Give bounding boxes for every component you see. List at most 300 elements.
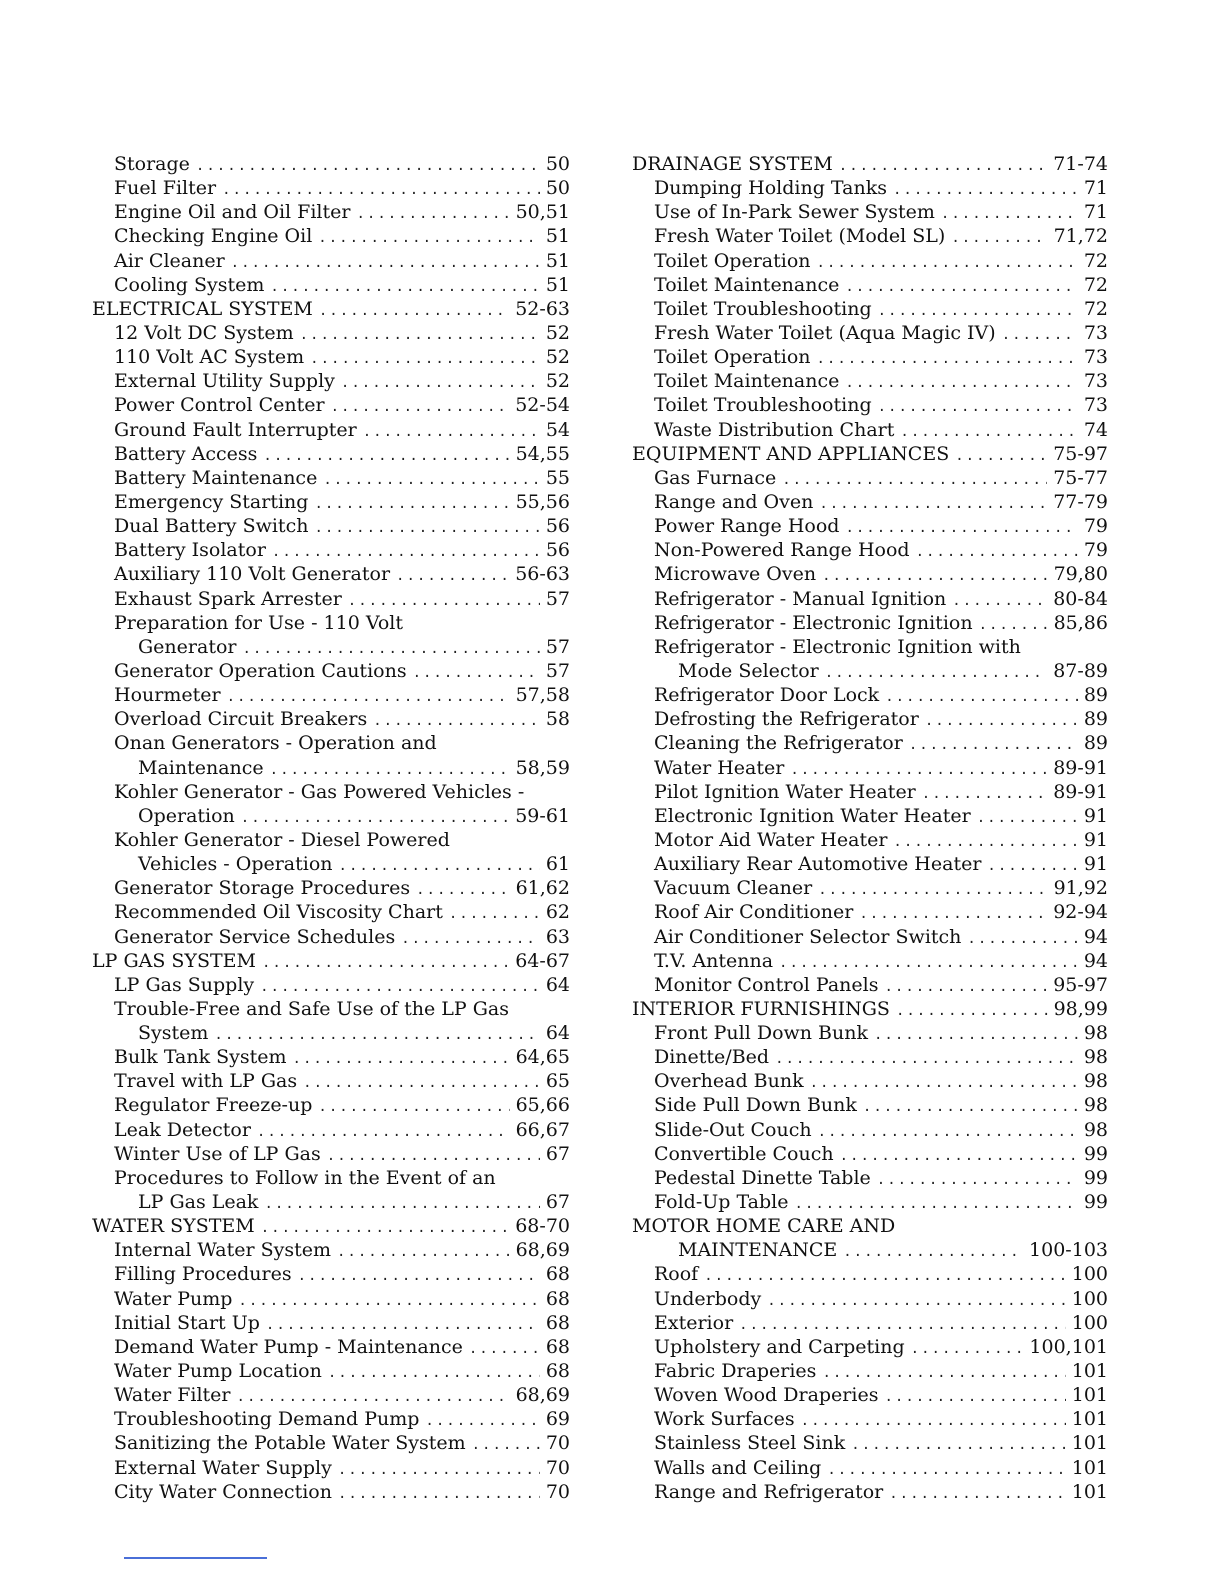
dot-leader <box>263 444 509 468</box>
toc-entry-page: 89-91 <box>1053 756 1108 779</box>
toc-entry-title: Engine Oil and Oil Filter <box>114 201 351 224</box>
toc-entry <box>632 1311 1108 1335</box>
toc-entry <box>632 635 1108 659</box>
toc-entry-page: 55,56 <box>515 490 570 513</box>
dot-leader <box>262 951 509 975</box>
toc-entry-page: 95-97 <box>1053 973 1108 996</box>
toc-entry-title: WATER SYSTEM <box>92 1215 255 1238</box>
dot-leader <box>896 999 1048 1023</box>
toc-entry-page: 56 <box>545 515 570 538</box>
toc-entry-page: 68 <box>545 1360 570 1383</box>
dot-leader <box>238 1289 539 1313</box>
toc-entry-page: 98 <box>1083 1046 1108 1069</box>
dot-leader <box>878 299 1078 323</box>
toc-entry-page: 101 <box>1071 1480 1108 1503</box>
dot-leader <box>260 975 540 999</box>
toc-entry <box>92 1021 570 1045</box>
dot-leader <box>472 1433 540 1457</box>
toc-entry-page: 71-74 <box>1053 153 1108 175</box>
toc-entry-page: 51 <box>545 273 570 296</box>
toc-entry-page: 68 <box>545 1263 570 1286</box>
toc-entry <box>632 659 1108 683</box>
dot-leader <box>348 589 540 613</box>
toc-entry-page: 64-67 <box>515 949 570 972</box>
dot-leader <box>955 444 1047 468</box>
toc-entry-page: 100-103 <box>1029 1239 1108 1262</box>
dot-leader <box>779 951 1078 975</box>
toc-entry-title: Exhaust Spark Arrester <box>114 587 342 610</box>
toc-entry-page: 94 <box>1083 925 1108 948</box>
toc-entry <box>92 659 570 683</box>
toc-section-heading <box>92 297 570 321</box>
dot-leader <box>401 927 540 951</box>
toc-entry-title: Air Cleaner <box>114 249 225 272</box>
toc-entry <box>92 1238 570 1262</box>
toc-entry <box>632 1407 1108 1431</box>
toc-entry-page: 101 <box>1071 1408 1108 1431</box>
toc-entry-title: LP GAS SYSTEM <box>92 949 256 972</box>
toc-entry-page: 52-54 <box>515 394 570 417</box>
toc-entry-title: Walls and Ceiling <box>654 1456 822 1479</box>
toc-left-column <box>92 152 570 1504</box>
toc-entry <box>92 176 570 200</box>
toc-section-heading <box>92 949 570 973</box>
toc-entry-title: Fresh Water Toilet (Model SL) <box>654 225 946 248</box>
toc-entry <box>632 1142 1108 1166</box>
toc-entry <box>632 1118 1108 1142</box>
toc-entry-page: 75-77 <box>1053 466 1108 489</box>
dot-leader <box>237 1385 510 1409</box>
toc-entry-title: Cooling System <box>114 273 265 296</box>
toc-entry <box>632 297 1108 321</box>
toc-entry-page: 68 <box>545 1335 570 1358</box>
toc-entry-title: Generator Operation Cautions <box>114 659 407 682</box>
toc-entry <box>92 514 570 538</box>
toc-entry <box>632 1456 1108 1480</box>
dot-leader <box>987 854 1077 878</box>
toc-entry <box>632 1287 1108 1311</box>
toc-entry-title: Internal Water System <box>114 1239 331 1262</box>
toc-entry-title: Operation <box>138 804 235 827</box>
toc-entry-page: 51 <box>545 249 570 272</box>
toc-entry <box>92 200 570 224</box>
toc-entry <box>632 780 1108 804</box>
toc-entry-title: Water Pump <box>114 1287 233 1310</box>
toc-entry <box>92 852 570 876</box>
toc-entry-title: Slide-Out Couch <box>654 1118 812 1141</box>
toc-entry-title: Motor Aid Water Heater <box>654 828 888 851</box>
dot-leader <box>822 564 1048 588</box>
toc-entry-title: Underbody <box>654 1287 762 1310</box>
toc-entry <box>632 731 1108 755</box>
toc-entry-title: Range and Oven <box>654 490 814 513</box>
dot-leader <box>839 154 1047 178</box>
toc-entry <box>92 611 570 635</box>
toc-entry-page: 69 <box>545 1408 570 1431</box>
toc-entry-title: 12 Volt DC System <box>114 321 294 344</box>
toc-entry-page: 89 <box>1083 708 1108 731</box>
toc-section-heading <box>92 1214 570 1238</box>
toc-entry-page: 101 <box>1071 1384 1108 1407</box>
toc-entry-page: 91 <box>1083 804 1108 827</box>
toc-entry <box>632 683 1108 707</box>
dot-leader <box>859 902 1047 926</box>
toc-entry-title: Dual Battery Switch <box>114 515 309 538</box>
toc-entry-title: Dumping Holding Tanks <box>654 177 887 200</box>
toc-entry-title: Refrigerator - Manual Ignition <box>654 587 947 610</box>
toc-entry-title: Toilet Operation <box>654 249 811 272</box>
toc-entry-title: Toilet Troubleshooting <box>654 394 872 417</box>
toc-entry <box>92 1383 570 1407</box>
toc-entry-page: 87-89 <box>1053 659 1108 682</box>
dot-leader <box>231 251 540 275</box>
toc-entry-page: 85,86 <box>1053 611 1108 634</box>
toc-entry-page: 61,62 <box>515 877 570 900</box>
toc-entry-title: Kohler Generator - Gas Powered Vehicles - <box>114 780 525 803</box>
dot-leader <box>363 420 540 444</box>
toc-entry-page: 65 <box>545 1070 570 1093</box>
toc-entry-page: 52 <box>545 370 570 393</box>
dot-leader <box>952 589 1047 613</box>
toc-entry-page: 50,51 <box>515 201 570 224</box>
dot-leader <box>270 758 510 782</box>
toc-entry-page: 50 <box>545 153 570 175</box>
toc-entry-title: Power Control Center <box>114 394 325 417</box>
toc-entry <box>92 756 570 780</box>
toc-entry <box>92 876 570 900</box>
toc-entry-page: 68 <box>545 1287 570 1310</box>
toc-entry-title: Auxiliary Rear Automotive Heater <box>654 853 982 876</box>
toc-entry <box>92 587 570 611</box>
toc-entry-title: Overhead Bunk <box>654 1070 804 1093</box>
toc-entry-title: Non-Powered Range Hood <box>654 539 910 562</box>
toc-entry <box>632 321 1108 345</box>
dot-leader <box>874 1023 1078 1047</box>
toc-entry-title: Maintenance <box>138 756 264 779</box>
dot-leader <box>293 1047 510 1071</box>
toc-entry <box>632 418 1108 442</box>
toc-entry-page: 79 <box>1083 515 1108 538</box>
dot-leader <box>469 1337 540 1361</box>
dot-leader <box>356 202 509 226</box>
toc-entry <box>632 828 1108 852</box>
toc-entry-page: 67 <box>545 1142 570 1165</box>
toc-entry-title: Air Conditioner Selector Switch <box>654 925 962 948</box>
dot-leader <box>396 564 509 588</box>
toc-entry-page: 92-94 <box>1053 901 1108 924</box>
toc-entry-title: Toilet Operation <box>654 346 811 369</box>
toc-section-heading <box>632 1214 1108 1238</box>
toc-entry <box>92 490 570 514</box>
toc-entry-page: 63 <box>545 925 570 948</box>
toc-entry-title: Roof Air Conditioner <box>654 901 854 924</box>
toc-entry-title: Refrigerator Door Lock <box>654 684 880 707</box>
dot-leader <box>845 371 1077 395</box>
toc-entry-title: Auxiliary 110 Volt Generator <box>114 563 391 586</box>
toc-entry-page: 98 <box>1083 1022 1108 1045</box>
toc-entry-title: Toilet Maintenance <box>654 370 840 393</box>
toc-entry <box>632 1021 1108 1045</box>
toc-entry <box>632 587 1108 611</box>
dot-leader <box>818 878 1047 902</box>
toc-entry-title: Procedures to Follow in the Event of an <box>114 1166 496 1189</box>
toc-entry <box>92 1093 570 1117</box>
toc-entry <box>632 1045 1108 1069</box>
dot-leader <box>801 1409 1066 1433</box>
toc-entry-page: 72 <box>1083 297 1108 320</box>
dot-leader <box>893 178 1078 202</box>
toc-entry-title: Waste Distribution Chart <box>654 418 895 441</box>
toc-entry-title: Upholstery and Carpeting <box>654 1335 905 1358</box>
toc-entry <box>92 1069 570 1093</box>
toc-entry-page: 80-84 <box>1053 587 1108 610</box>
toc-entry-title: Ground Fault Interrupter <box>114 418 357 441</box>
toc-entry-page: 73 <box>1083 346 1108 369</box>
toc-entry-title: Side Pull Down Bunk <box>654 1094 857 1117</box>
toc-entry-title: DRAINAGE SYSTEM <box>632 153 833 175</box>
toc-entry <box>632 224 1108 248</box>
dot-leader <box>331 395 510 419</box>
toc-entry-title: Use of In-Park Sewer System <box>654 201 935 224</box>
toc-entry-title: Microwave Oven <box>654 563 817 586</box>
toc-entry <box>632 611 1108 635</box>
dot-leader <box>775 1047 1078 1071</box>
toc-entry <box>632 562 1108 586</box>
toc-entry-title: ELECTRICAL SYSTEM <box>92 297 313 320</box>
toc-entry-page: 64,65 <box>515 1046 570 1069</box>
dot-leader <box>845 516 1077 540</box>
dot-leader <box>817 347 1078 371</box>
dot-leader <box>319 299 509 323</box>
toc-entry <box>92 925 570 949</box>
toc-entry-title: Sanitizing the Potable Water System <box>114 1432 466 1455</box>
toc-entry <box>92 997 570 1021</box>
toc-entry-title: Demand Water Pump - Maintenance <box>114 1335 463 1358</box>
dot-leader <box>739 1313 1066 1337</box>
toc-entry-page: 70 <box>545 1456 570 1479</box>
dot-leader <box>241 806 509 830</box>
toc-entry-page: 100 <box>1071 1263 1108 1286</box>
toc-entry-page: 59-61 <box>515 804 570 827</box>
toc-entry-title: Trouble-Free and Safe Use of the LP Gas <box>114 997 509 1020</box>
toc-entry <box>632 538 1108 562</box>
toc-entry-page: 52-63 <box>515 297 570 320</box>
toc-entry <box>632 756 1108 780</box>
toc-entry-title: Recommended Oil Viscosity Chart <box>114 901 443 924</box>
toc-entry-title: Cleaning the Refrigerator <box>654 732 903 755</box>
toc-entry-page: 101 <box>1071 1360 1108 1383</box>
toc-entry <box>632 514 1108 538</box>
dot-leader <box>845 275 1077 299</box>
toc-entry-title: Electronic Ignition Water Heater <box>654 804 971 827</box>
toc-entry-title: LP Gas Supply <box>114 973 255 996</box>
toc-entry-page: 101 <box>1071 1432 1108 1455</box>
toc-entry <box>92 1407 570 1431</box>
dot-leader <box>318 226 540 250</box>
toc-entry-page: 57 <box>545 587 570 610</box>
dot-leader <box>889 1482 1066 1506</box>
toc-entry-page: 99 <box>1083 1166 1108 1189</box>
toc-entry <box>92 1359 570 1383</box>
toc-entry-page: 74 <box>1083 418 1108 441</box>
dot-leader <box>196 154 540 178</box>
toc-entry-page: 64 <box>545 1022 570 1045</box>
toc-entry-page: 71,72 <box>1053 225 1108 248</box>
dot-leader <box>893 830 1077 854</box>
dot-leader <box>449 902 540 926</box>
toc-entry-page: 98 <box>1083 1070 1108 1093</box>
dot-leader <box>337 1240 510 1264</box>
toc-entry-title: Overload Circuit Breakers <box>114 708 368 731</box>
dot-leader <box>885 685 1078 709</box>
toc-entry-title: Onan Generators - Operation and <box>114 732 437 755</box>
toc-entry-page: 54,55 <box>515 442 570 465</box>
toc-entry <box>632 345 1108 369</box>
toc-entry-title: Exterior <box>654 1311 734 1334</box>
dot-leader <box>338 1458 540 1482</box>
toc-entry-page: 98 <box>1083 1094 1108 1117</box>
dot-leader <box>822 1361 1065 1385</box>
toc-entry <box>92 1480 570 1504</box>
toc-entry-title: Preparation for Use - 110 Volt <box>114 611 403 634</box>
toc-entry-page: 54 <box>545 418 570 441</box>
dot-leader <box>227 685 510 709</box>
dot-leader <box>967 927 1077 951</box>
toc-entry-title: Work Surfaces <box>654 1408 795 1431</box>
toc-entry-page: 65,66 <box>515 1094 570 1117</box>
toc-entry <box>632 876 1108 900</box>
toc-entry-title: Water Heater <box>654 756 785 779</box>
toc-entry-page: 77-79 <box>1053 490 1108 513</box>
toc-entry <box>632 1238 1108 1262</box>
toc-entry <box>632 1190 1108 1214</box>
toc-entry-page: 68,69 <box>515 1239 570 1262</box>
toc-entry-page: 100,101 <box>1029 1335 1108 1358</box>
toc-entry <box>632 973 1108 997</box>
toc-entry <box>92 345 570 369</box>
toc-entry-title: Stainless Steel Sink <box>654 1432 846 1455</box>
dot-leader <box>413 661 540 685</box>
toc-entry <box>92 707 570 731</box>
dot-leader <box>270 275 539 299</box>
toc-entry-title: Emergency Starting <box>114 490 309 513</box>
toc-entry-page: 73 <box>1083 370 1108 393</box>
toc-entry-page: 50 <box>545 177 570 200</box>
toc-entry <box>632 249 1108 273</box>
toc-entry <box>92 393 570 417</box>
toc-entry-title: Pilot Ignition Water Heater <box>654 780 916 803</box>
dot-leader <box>314 516 539 540</box>
toc-entry-title: Refrigerator - Electronic Ignition <box>654 611 973 634</box>
toc-entry-title: Pedestal Dinette Table <box>654 1166 871 1189</box>
toc-entry <box>92 731 570 755</box>
dot-leader <box>314 492 509 516</box>
toc-entry <box>92 683 570 707</box>
toc-entry <box>92 418 570 442</box>
toc-entry-page: 67 <box>545 1191 570 1214</box>
toc-entry-page: 57,58 <box>515 684 570 707</box>
toc-entry-page: 56-63 <box>515 563 570 586</box>
dot-leader <box>310 347 540 371</box>
toc-entry <box>92 321 570 345</box>
dot-leader <box>1002 323 1078 347</box>
dot-leader <box>425 1409 539 1433</box>
toc-entry-title: Generator Storage Procedures <box>114 877 411 900</box>
toc-entry-title: External Water Supply <box>114 1456 332 1479</box>
toc-entry-title: City Water Connection <box>114 1480 332 1503</box>
dot-leader <box>817 251 1078 275</box>
dot-leader <box>818 1120 1078 1144</box>
dot-leader <box>373 709 540 733</box>
toc-entry-page: 55 <box>545 466 570 489</box>
toc-entry-title: INTERIOR FURNISHINGS <box>632 997 890 1020</box>
toc-entry-page: 70 <box>545 1480 570 1503</box>
toc-entry-title: External Utility Supply <box>114 370 335 393</box>
toc-entry-page: 68-70 <box>515 1215 570 1238</box>
toc-entry-title: Power Range Hood <box>654 515 840 538</box>
dot-leader <box>298 1264 540 1288</box>
dot-leader <box>951 226 1047 250</box>
dot-leader <box>272 540 540 564</box>
toc-entry-title: Kohler Generator - Diesel Powered <box>114 828 450 851</box>
toc-entry-page: 101 <box>1071 1456 1108 1479</box>
toc-entry-page: 56 <box>545 539 570 562</box>
dot-leader <box>900 420 1077 444</box>
toc-entry-page: 79 <box>1083 539 1108 562</box>
toc-entry-title: Hourmeter <box>114 684 221 707</box>
toc-entry <box>632 273 1108 297</box>
toc-entry <box>632 1093 1108 1117</box>
toc-entry-page: 62 <box>545 901 570 924</box>
toc-entry-page: 66,67 <box>515 1118 570 1141</box>
toc-entry-page: 89 <box>1083 732 1108 755</box>
dot-leader <box>810 1071 1078 1095</box>
toc-entry <box>632 176 1108 200</box>
toc-entry <box>632 804 1108 828</box>
toc-entry-page: 91 <box>1083 828 1108 851</box>
toc-entry-page: 52 <box>545 321 570 344</box>
toc-entry <box>92 1456 570 1480</box>
toc-entry-page: 98,99 <box>1053 997 1108 1020</box>
toc-entry <box>92 1335 570 1359</box>
footer-rule <box>124 1557 267 1559</box>
toc-entry-page: 61 <box>545 853 570 876</box>
toc-entry <box>92 900 570 924</box>
toc-entry <box>92 1287 570 1311</box>
toc-entry-page: 57 <box>545 635 570 658</box>
toc-entry-title: EQUIPMENT AND APPLIANCES <box>632 442 950 465</box>
toc-entry-title: Fold-Up Table <box>654 1191 789 1214</box>
toc-entry <box>92 1190 570 1214</box>
toc-entry-page: 89 <box>1083 684 1108 707</box>
dot-leader <box>877 1168 1078 1192</box>
toc-entry-page: 99 <box>1083 1142 1108 1165</box>
toc-entry <box>632 490 1108 514</box>
dot-leader <box>863 1095 1078 1119</box>
toc-entry <box>92 1262 570 1286</box>
dot-leader <box>261 1216 509 1240</box>
toc-entry-title: Fresh Water Toilet (Aqua Magic IV) <box>654 321 996 344</box>
toc-entry <box>92 780 570 804</box>
toc-entry <box>92 369 570 393</box>
toc-entry-page: 70 <box>545 1432 570 1455</box>
toc-entry <box>92 804 570 828</box>
toc-entry-title: Battery Access <box>114 442 258 465</box>
dot-leader <box>782 468 1047 492</box>
toc-section-heading <box>632 997 1108 1021</box>
toc-entry-page: 72 <box>1083 249 1108 272</box>
toc-entry <box>92 466 570 490</box>
